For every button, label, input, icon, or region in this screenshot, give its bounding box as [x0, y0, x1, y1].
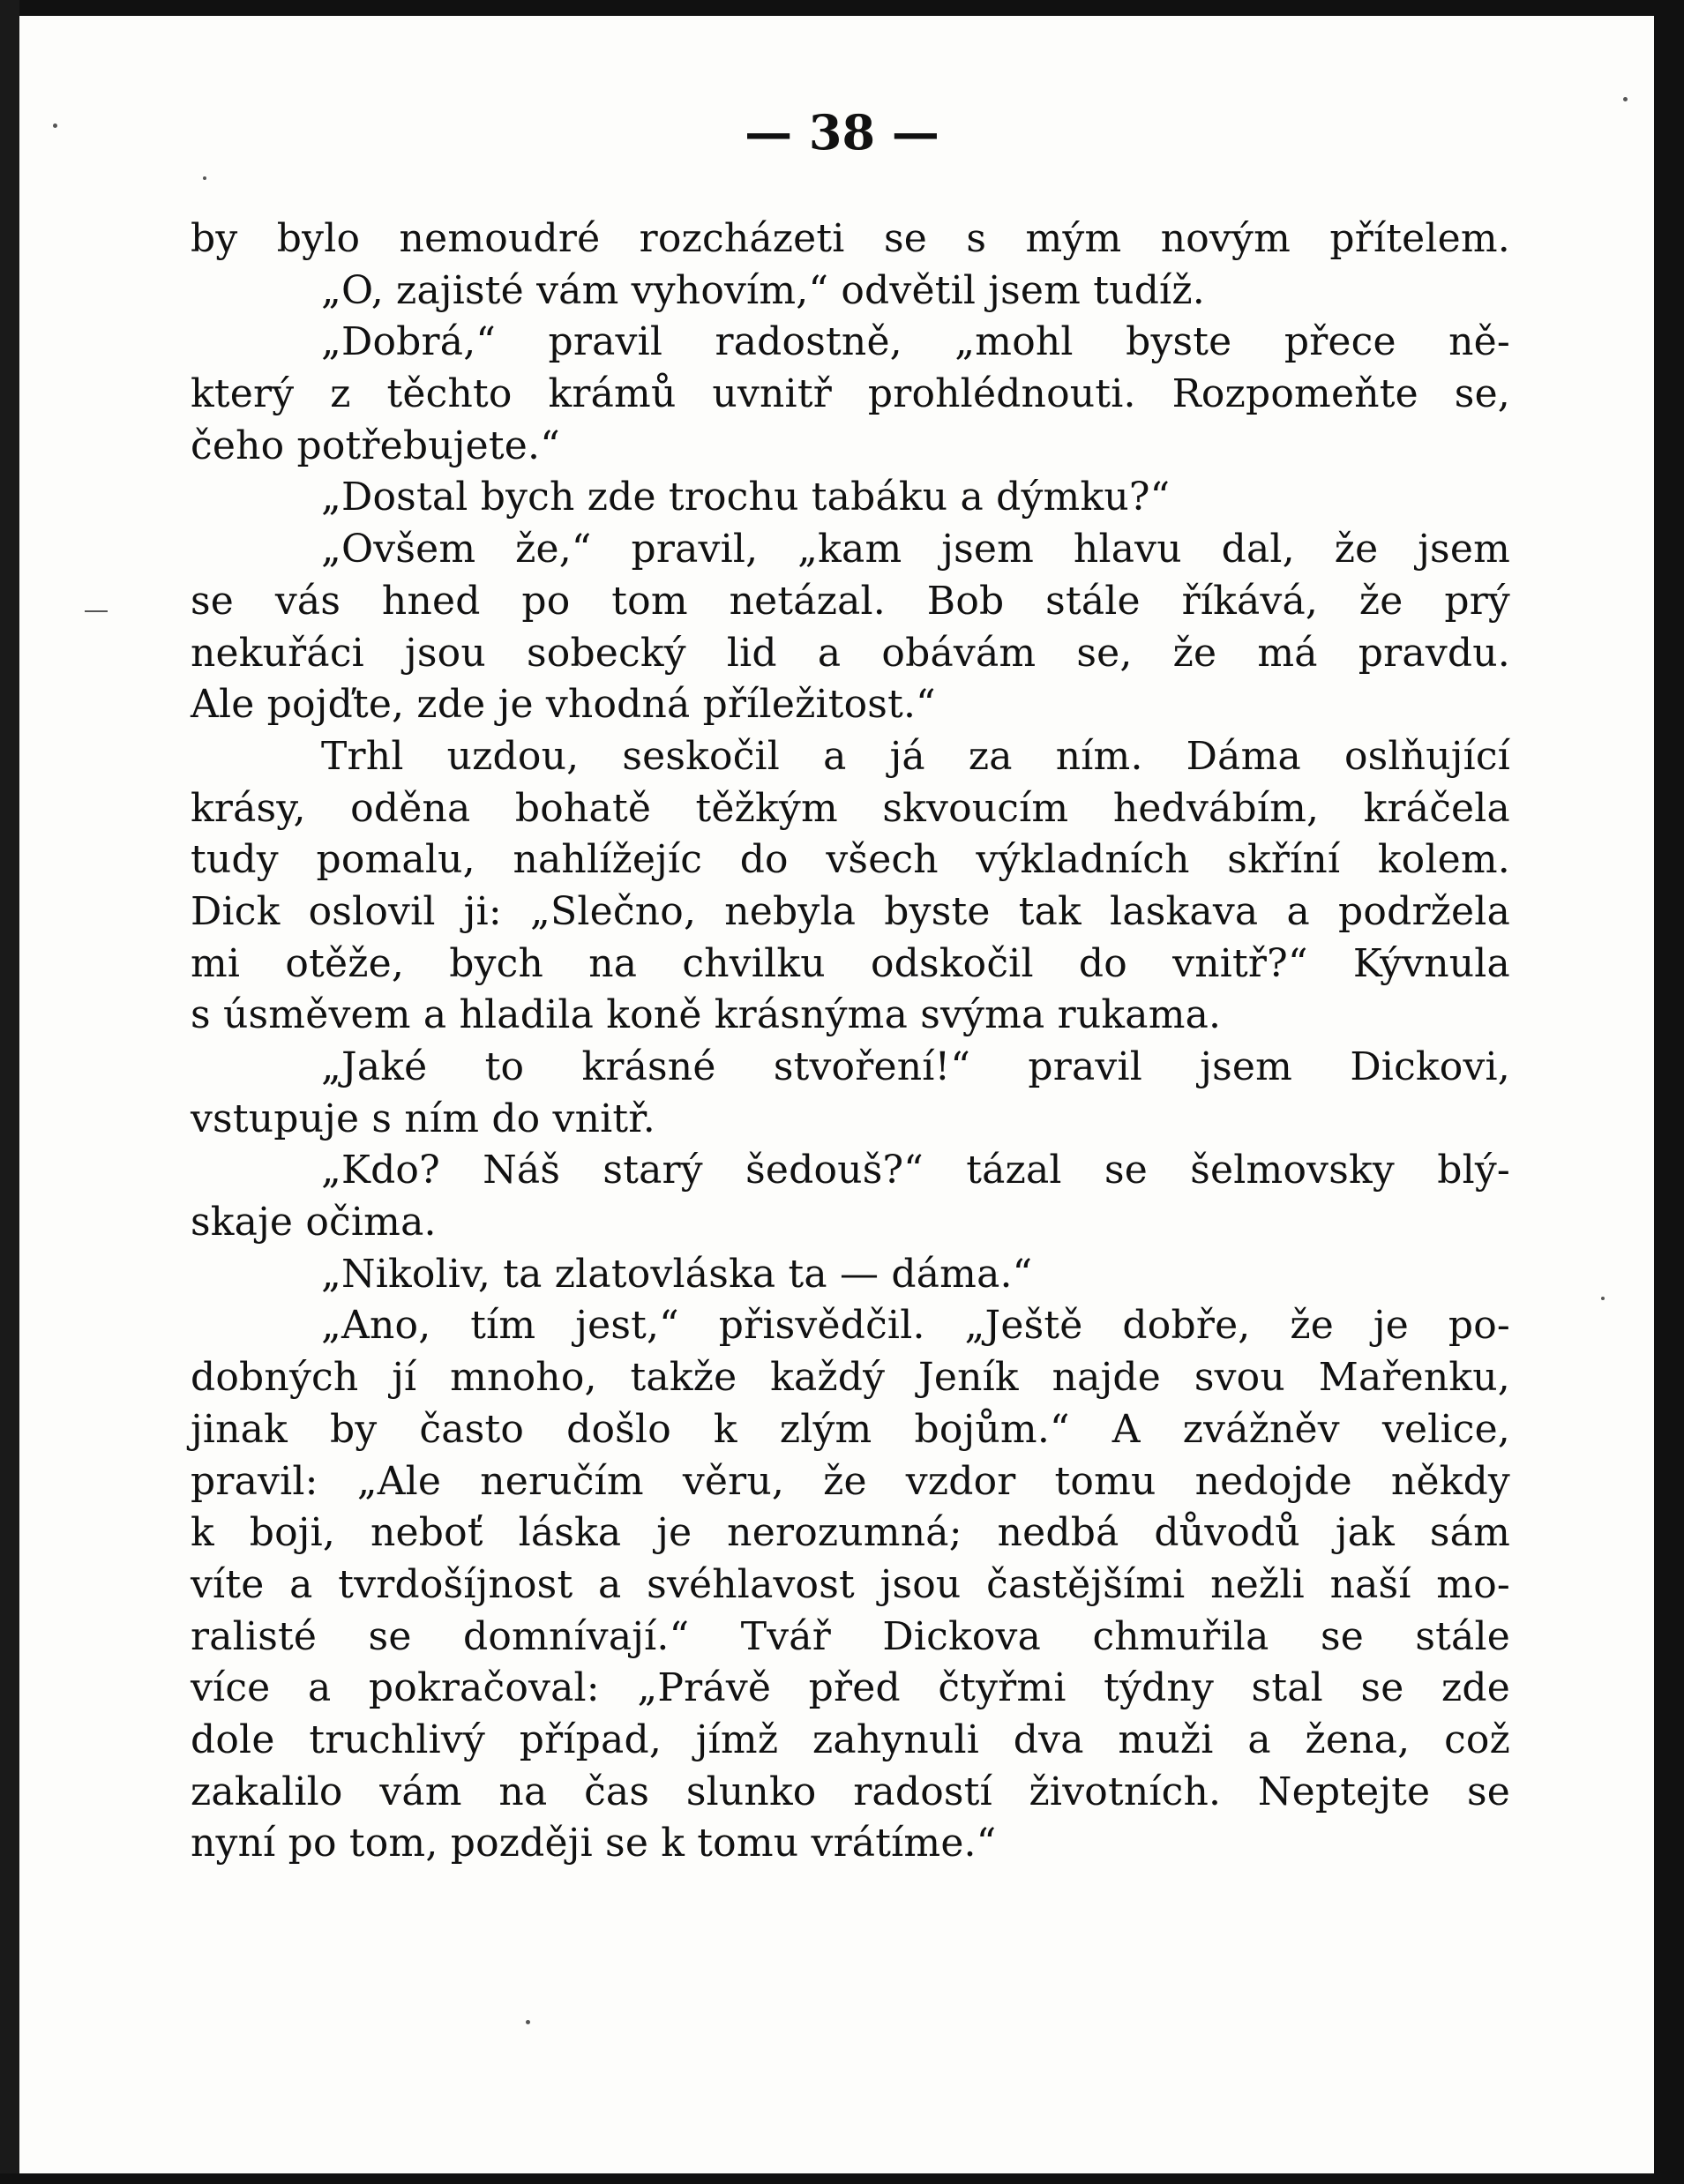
text-line: „Jaké to krásné stvoření!“ pravil jsem Dickovi, [321, 1044, 1510, 1089]
paper-speck [203, 176, 206, 180]
text-line: Ale pojďte, zde je vhodná příležitost.“ [191, 682, 936, 728]
text-line: zakalilo vám na čas slunko radostí životních. Neptejte se [191, 1769, 1510, 1814]
text-line: pravil: „Ale neručím věru, že vzdor tomu nedojde někdy [191, 1458, 1510, 1504]
text-line: Trhl uzdou, seskočil a já za ním. Dáma oslňující [321, 733, 1510, 779]
text-line: krásy, oděna bohatě těžkým skvoucím hedvábím, kráčela [191, 785, 1510, 831]
text-line: Dick oslovil ji: „Slečno, nebyla byste tak laskava a podržela [191, 888, 1510, 934]
text-line: „Dostal bych zde trochu tabáku a dýmku?“ [321, 475, 1171, 520]
text-line: vstupuje s ním do vnitř. [191, 1096, 655, 1141]
text-line: „Ovšem že,“ pravil, „kam jsem hlavu dal, že jsem [321, 527, 1510, 572]
paper-speck [1601, 1297, 1605, 1300]
text-line: „Ano, tím jest,“ přisvědčil. „Ještě dobře, že je po- [321, 1303, 1510, 1349]
paper-speck [85, 610, 108, 612]
text-line: skaje očima. [191, 1200, 437, 1245]
text-line: ralisté se domnívají.“ Tvář Dickova chmuřila se stále [191, 1613, 1510, 1659]
text-line: dole truchlivý případ, jímž zahynuli dva muži a žena, což [191, 1717, 1510, 1762]
text-line: „Nikoliv, ta zlatovláska ta — dáma.“ [321, 1251, 1033, 1297]
paper-speck [1623, 97, 1628, 101]
text-line: s úsměvem a hladila koně krásnýma svýma rukama. [191, 992, 1222, 1038]
body-text [191, 213, 1510, 1870]
text-line: dobných jí mnoho, takže každý Jeník najde svou Mařenku, [191, 1355, 1510, 1401]
text-line: mi otěže, bych na chvilku odskočil do vnitř?“ Kývnula [191, 940, 1510, 986]
text-line: nekuřáci jsou sobecký lid a obávám se, že má pravdu. [191, 630, 1510, 676]
scan-border-left [0, 0, 19, 2184]
text-line: by bylo nemoudré rozcházeti se s mým novým přítelem. [191, 216, 1510, 261]
text-line: více a pokračoval: „Právě před čtyřmi týdny stal se zde [191, 1665, 1510, 1711]
text-line: „O, zajisté vám vyhovím,“ odvětil jsem tudíž. [321, 267, 1205, 313]
text-line: který z těchto krámů uvnitř prohlédnouti. Rozpomeňte se, [191, 371, 1510, 417]
text-line: víte a tvrdošíjnost a svéhlavost jsou častějšími nežli naší mo- [191, 1561, 1510, 1607]
text-line: se vás hned po tom netázal. Bob stále říkává, že prý [191, 578, 1510, 624]
text-line: tudy pomalu, nahlížejíc do všech výkladních skříní kolem. [191, 837, 1510, 883]
scan-border-top [0, 0, 1684, 16]
text-line: čeho potřebujete.“ [191, 423, 560, 468]
text-line: nyní po tom, později se k tomu vrátíme.“ [191, 1821, 997, 1866]
text-line: k boji, neboť láska je nerozumná; nedbá důvodů jak sám [191, 1510, 1510, 1556]
text-line: „Dobrá,“ pravil radostně, „mohl byste přece ně- [321, 319, 1510, 365]
scan-border-bottom [0, 2173, 1684, 2184]
paper-speck [526, 2020, 530, 2024]
text-line: jinak by často došlo k zlým bojům.“ A zvážněv velice, [191, 1406, 1510, 1452]
scan-border-right [1654, 0, 1684, 2184]
page-number-header: — 38 — [745, 104, 939, 161]
text-line: „Kdo? Náš starý šedouš?“ tázal se šelmovsky blý- [321, 1148, 1510, 1193]
